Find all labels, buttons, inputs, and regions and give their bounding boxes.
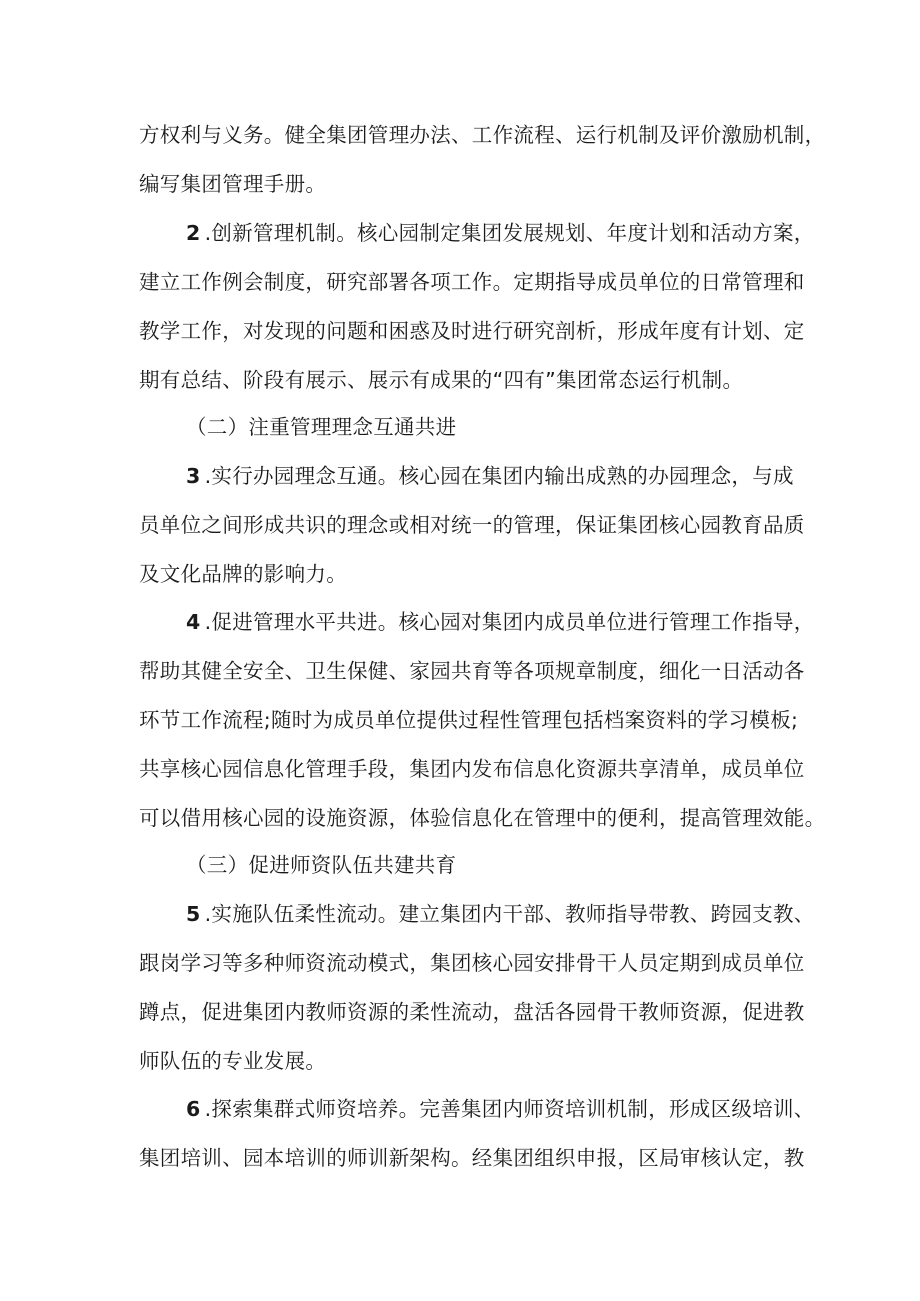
item-text: .实行办园理念互通。核心园在集团内输出成熟的办园理念，与成 [204, 464, 794, 488]
list-item-6 [186, 1095, 815, 1123]
paragraph-line: 集团培训、园本培训的师训新架构。经集团组织申报，区局审核认定，教 [139, 1146, 805, 1170]
paragraph-line: 师队伍的专业发展。 [139, 1049, 327, 1073]
paragraph-line: 及文化品牌的影响力。 [139, 562, 347, 586]
paragraph-line: 建立工作例会制度，研究部署各项工作。定期指导成员单位的日常管理和 [139, 270, 805, 294]
paragraph-line: 方权利与义务。健全集团管理办法、工作流程、运行机制及评价激励机制， [139, 123, 826, 147]
paragraph-line: 环节工作流程;随时为成员单位提供过程性管理包括档案资料的学习模板; [139, 708, 799, 732]
item-number: 2 [186, 221, 201, 245]
item-text: .创新管理机制。核心园制定集团发展规划、年度计划和活动方案， [204, 221, 815, 245]
paragraph-line: 跟岗学习等多种师资流动模式，集团核心园安排骨干人员定期到成员单位 [139, 951, 805, 975]
paragraph-line: 期有总结、阶段有展示、展示有成果的“四有”集团常态运行机制。 [139, 368, 744, 392]
item-number: 4 [186, 610, 201, 634]
item-text: .促进管理水平共进。核心园对集团内成员单位进行管理工作指导， [204, 610, 815, 634]
paragraph-line: 帮助其健全安全、卫生保健、家园共育等各项规章制度，细化一日活动各 [139, 659, 805, 683]
item-text: .实施队伍柔性流动。建立集团内干部、教师指导带教、跨园支教、 [204, 902, 815, 926]
paragraph-line: 教学工作，对发现的问题和困惑及时进行研究剖析，形成年度有计划、定 [139, 319, 805, 343]
section-heading: （三）促进师资队伍共建共育 [186, 853, 457, 877]
paragraph-line: 蹲点，促进集团内教师资源的柔性流动，盘活各园骨干教师资源，促进教 [139, 1000, 805, 1024]
section-heading: （二）注重管理理念互通共进 [186, 415, 457, 439]
list-item-4 [186, 608, 815, 636]
paragraph-line: 员单位之间形成共识的理念或相对统一的管理，保证集团核心园教育品质 [139, 513, 805, 537]
list-item-5 [186, 900, 815, 928]
item-number: 5 [186, 902, 201, 926]
item-text: .探索集群式师资培养。完善集团内师资培训机制，形成区级培训、 [204, 1097, 815, 1121]
paragraph-line: 编写集团管理手册。 [139, 172, 327, 196]
list-item-3 [186, 462, 794, 490]
item-number: 6 [186, 1097, 201, 1121]
item-number: 3 [186, 464, 201, 488]
paragraph-line: 共享核心园信息化管理手段，集团内发布信息化资源共享清单，成员单位 [139, 757, 805, 781]
paragraph-line: 可以借用核心园的设施资源，体验信息化在管理中的便利，提高管理效能。 [139, 806, 826, 830]
list-item-2 [186, 219, 815, 247]
